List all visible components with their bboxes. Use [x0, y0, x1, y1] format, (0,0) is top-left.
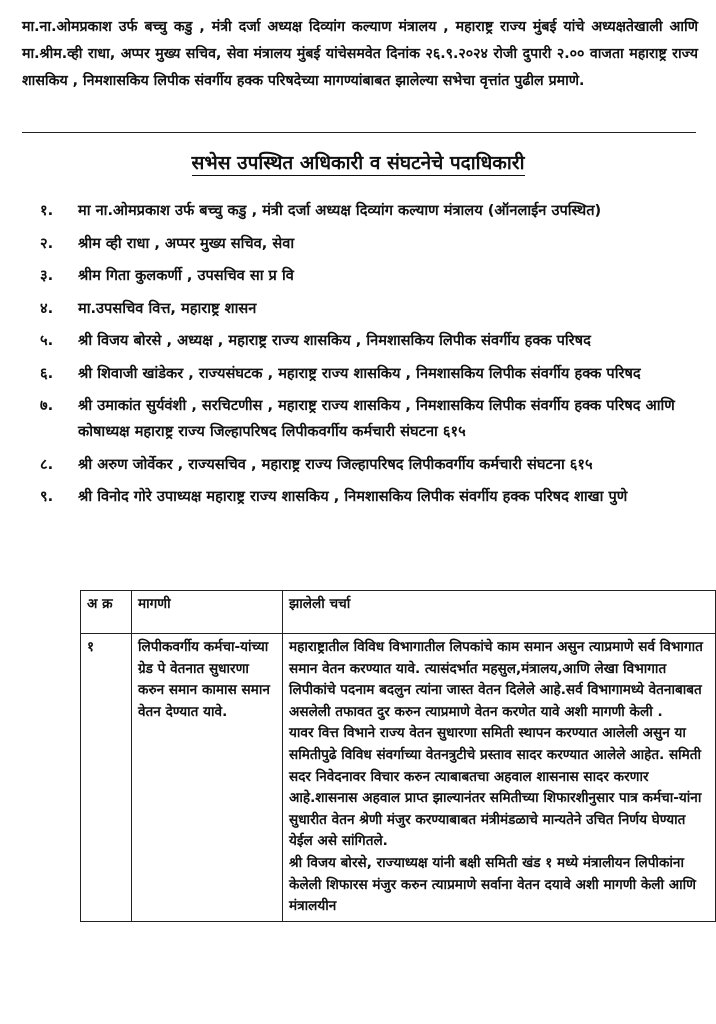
attendee-item: [40, 452, 700, 478]
attendee-text: श्री उमाकांत सुर्यवंशी , सरचिटणीस , महाराष्ट्र राज्य शासकिय , निमशासकिय लिपीक संवर्गीय हक्क परिषद आणि कोषाध्यक्ष महाराष्ट्र राज्य जिल्हापरिषद लिपीकवर्गीय कर्मचारी संघटना ६१५: [78, 397, 675, 440]
table-row: [81, 634, 716, 922]
attendee-text: श्री विजय बोरसे , अध्यक्ष , महाराष्ट्र राज्य शासकिय , निमशासकिय लिपीक संवर्गीय हक्क परिषद: [78, 332, 591, 349]
attendee-text: श्री शिवाजी खांडेकर , राज्यसंघटक , महाराष्ट्र राज्य शासकिय , निमशासकिय लिपीक संवर्गीय हक्क परिषद: [78, 364, 641, 382]
attendee-item: [40, 393, 700, 445]
discussion-paragraph: यावर वित्त विभाने राज्य वेतन सुधारणा समिती स्थापन करण्यात आलेली असुन या समितीपुढे विविध संवर्गाच्या वेतनत्रुटीचे प्रस्ताव सादर करण्यात आलेले आहेत. समिती सदर निवेदनावर विचार करुन त्याबाबतचा अहवाल शासनास सादर करणार आहे.शासनास अहवाल प्राप्त झाल्यानंतर समितीच्या शिफारशीनुसार पात्र कर्मचा-यांना सुधारीत वेतन श्रेणी मंजुर करण्याबाबत मंत्रीमंडळाचे मान्यतेने उचित निर्णय घेण्यात येईल असे सांगितले.: [289, 725, 702, 850]
attendee-item: [40, 263, 700, 289]
attendee-item: [40, 296, 700, 322]
attendee-item: [40, 484, 700, 510]
attendee-text: मा ना.ओमप्रकाश उर्फ बच्चु कडु , मंत्री दर्जा अध्यक्ष दिव्यांग कल्याण मंत्रालय (ऑनलाईन उपस्थित): [78, 202, 602, 219]
attendee-number: ९.: [40, 488, 54, 505]
intro-paragraph: मा.ना.ओमप्रकाश उर्फ बच्चु कडु , मंत्री दर्जा अध्यक्ष दिव्यांग कल्याण मंत्रालय , महाराष्ट्र राज्य मुंबई यांचे अध्यक्षतेखाली आणि मा.श्रीम.व्ही राधा, अप्पर मुख्य सचिव, सेवा मंत्रालय मुंबई यांचेसमवेत दिनांक २६.९.२०२४ रोजी दुपारी २.०० वाजता महाराष्ट्र राज्य शासकिय , निमशासकिय लिपीक संवर्गीय हक्क परिषदेच्या मागण्यांबाबत झालेल्या सभेचा वृत्तांत पुढील प्रमाणे.: [22, 19, 698, 89]
attendees-heading-text: सभेस उपस्थित अधिकारी व संघटनेचे पदाधिकारी: [191, 152, 525, 174]
attendee-text: श्री अरुण जोर्वेकर , राज्यसचिव , महाराष्ट्र राज्य जिल्हापरिषद लिपीकवर्गीय कर्मचारी संघटना ६१५: [78, 455, 593, 473]
cell-demand: लिपीकवर्गीय कर्मचा-यांच्या ग्रेड पे वेतनात सुधारणा करुन समान कामास समान वेतन देण्यात यावे.: [132, 634, 283, 922]
attendee-number: ३.: [40, 267, 54, 284]
discussion-paragraph: महाराष्ट्रातील विविध विभागातील लिपकांचे काम समान असुन त्याप्रमाणे सर्व विभागात समान वेतन करण्यात यावे. त्यासंदर्भात महसुल,मंत्रालय,आणि लेखा विभागात लिपीकांचे पदनाम बदलुन त्यांना जास्त वेतन दिलेले आहे.सर्व विभागामध्ये वेतनाबाबत असलेली तफावत दुर करुन त्याप्रमाणे वेतन करणेत यावे अशी मागणी केली .: [289, 639, 703, 720]
attendee-item: [40, 231, 700, 257]
attendee-text: श्रीम व्ही राधा , अप्पर मुख्य सचिव, सेवा: [78, 234, 295, 252]
attendee-number: १.: [40, 202, 54, 219]
divider: [22, 132, 696, 133]
attendees-list: [40, 198, 700, 517]
header-sr: अ क्र: [81, 591, 132, 634]
cell-sr: १: [81, 634, 132, 922]
attendee-number: ५.: [40, 332, 54, 349]
attendee-text: मा.उपसचिव वित्त, महाराष्ट्र शासन: [78, 299, 257, 317]
discussion-paragraph: श्री विजय बोरसे, राज्याध्यक्ष यांनी बक्षी समिती खंड १ मध्ये मंत्रालीयन लिपीकांना केलेली शिफारस मंजुर करुन त्याप्रमाणे सर्वाना वेतन दयावे अशी मागणी केली आणि मंत्रालयीन: [289, 854, 697, 915]
attendee-number: ७.: [40, 397, 54, 414]
attendee-text: श्रीम गिता कुलकर्णी , उपसचिव सा प्र वि: [78, 267, 294, 284]
attendee-item: [40, 198, 700, 224]
demands-table: [80, 590, 716, 922]
attendee-text: श्री विनोद गोरे उपाध्यक्ष महाराष्ट्र राज्य शासकिय , निमशासकिय लिपीक संवर्गीय हक्क परिषद शाखा पुणे: [78, 488, 628, 505]
attendee-number: ४.: [40, 299, 54, 317]
header-discussion: झालेली चर्चा: [283, 591, 716, 634]
cell-discussion: [283, 634, 716, 922]
attendee-number: ८.: [40, 455, 54, 473]
attendee-number: ६.: [40, 364, 54, 382]
attendee-number: २.: [40, 234, 54, 252]
header-demand: मागणी: [132, 591, 283, 634]
attendee-item: [40, 328, 700, 354]
table-header-row: [81, 591, 716, 634]
attendee-item: [40, 361, 700, 387]
attendees-heading: [0, 150, 716, 176]
